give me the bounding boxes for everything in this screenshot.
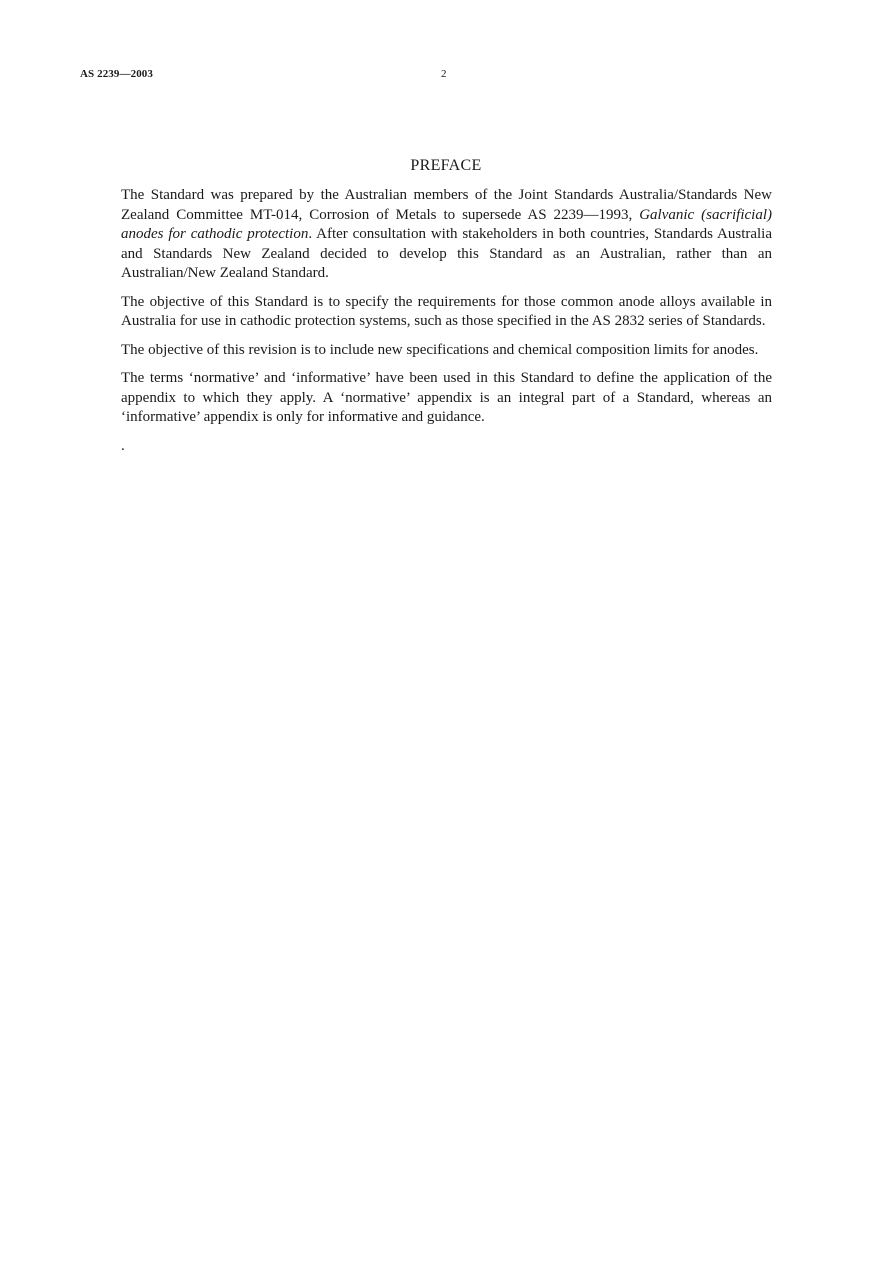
preface-paragraph-1: [121, 186, 772, 284]
standard-identifier: AS 2239—2003: [80, 68, 154, 80]
page-number: 2: [441, 68, 447, 80]
preface-paragraph-2: The objective of this Standard is to specify the requirements for those common anode alloys available in Australia for use in cathodic protection systems, such as those specified in the AS 2832 series of Standards.: [121, 293, 772, 329]
preface-paragraph-4: The terms ‘normative’ and ‘informative’ have been used in this Standard to define the application of the appendix to which they apply. A ‘normative’ appendix is an integral part of a Standard, whereas an ‘informative’ appendix is only for informative and guidance.: [121, 370, 772, 425]
paragraph-text: . After consultation with stakeholders in both countries, Standards Australia and Standards New Zealand decided to develop this Standard as an Australian, rather than an Australian/New Zealand Standard.: [121, 226, 773, 281]
preface-body: [121, 186, 772, 456]
preface-title: PREFACE: [410, 157, 482, 174]
trailing-period: .: [121, 437, 125, 454]
preface-paragraph-3: The objective of this revision is to include new specifications and chemical composition limits for anodes.: [121, 341, 759, 358]
paragraph-text: The Standard was prepared by the Australian members of the Joint Standards Australia/Standards New Zealand Committee MT-014, Corrosion of Metals to supersede AS 2239—1993,: [121, 187, 772, 223]
standard-title-italic: Galvanic (sacrificial) anodes for cathodic protection: [121, 206, 772, 242]
